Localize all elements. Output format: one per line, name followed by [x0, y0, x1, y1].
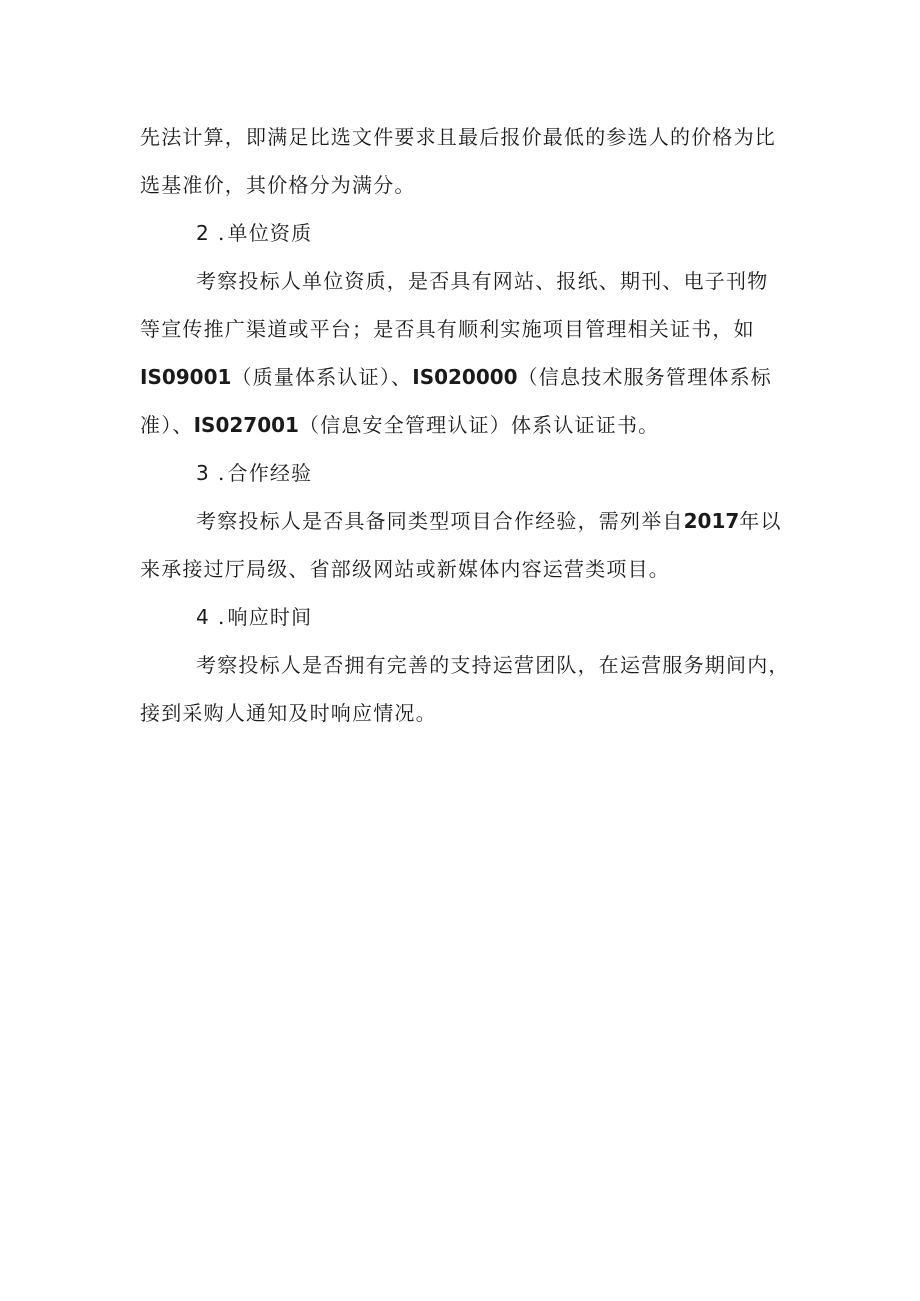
section-title: 合作经验: [227, 461, 313, 485]
section-heading-2: [196, 218, 312, 248]
standard-desc: 准）、: [140, 413, 194, 437]
paragraph-2-line-1: 考察投标人单位资质，是否具有网站、报纸、期刊、电子刊物: [196, 269, 769, 293]
standard-code: IS027001: [193, 413, 299, 437]
paragraph-3-line-2: 来承接过厅局级、省部级网站或新媒体内容运营类项目。: [140, 557, 670, 581]
paragraph-2-line-4: [140, 410, 659, 440]
paragraph-2-line-2: 等宣传推广渠道或平台；是否具有顺利实施项目管理相关证书，如: [140, 317, 755, 341]
paragraph-3-line-1: [196, 506, 782, 536]
section-dot: .: [217, 461, 226, 485]
paragraph-4-line-2: 接到采购人通知及时响应情况。: [140, 701, 437, 725]
year: 2017: [683, 509, 740, 533]
standard-desc: （质量体系认证）、: [231, 365, 413, 389]
paragraph-text: 年以: [739, 509, 782, 533]
section-number: 4: [196, 605, 210, 629]
section-dot: .: [217, 605, 226, 629]
section-number: 3: [196, 461, 210, 485]
section-number: 2: [196, 221, 210, 245]
standard-code: IS020000: [412, 365, 518, 389]
section-heading-3: [196, 458, 312, 488]
paragraph-1-line-1: 先法计算，即满足比选文件要求且最后报价最低的参选人的价格为比: [140, 125, 776, 149]
standard-desc: （信息技术服务管理体系标: [517, 365, 772, 389]
section-heading-4: [196, 602, 312, 632]
standard-code: IS09001: [140, 365, 232, 389]
section-title: 单位资质: [227, 221, 313, 245]
section-title: 响应时间: [227, 605, 313, 629]
paragraph-1-line-2: 选基准价，其价格分为满分。: [140, 173, 416, 197]
paragraph-text: 考察投标人是否具备同类型项目合作经验，需列举自: [196, 509, 684, 533]
section-dot: .: [217, 221, 226, 245]
paragraph-2-line-3: [140, 362, 772, 392]
paragraph-4-line-1: 考察投标人是否拥有完善的支持运营团队，在运营服务期间内，: [196, 653, 790, 677]
standard-desc: （信息安全管理认证）体系认证证书。: [298, 413, 660, 437]
